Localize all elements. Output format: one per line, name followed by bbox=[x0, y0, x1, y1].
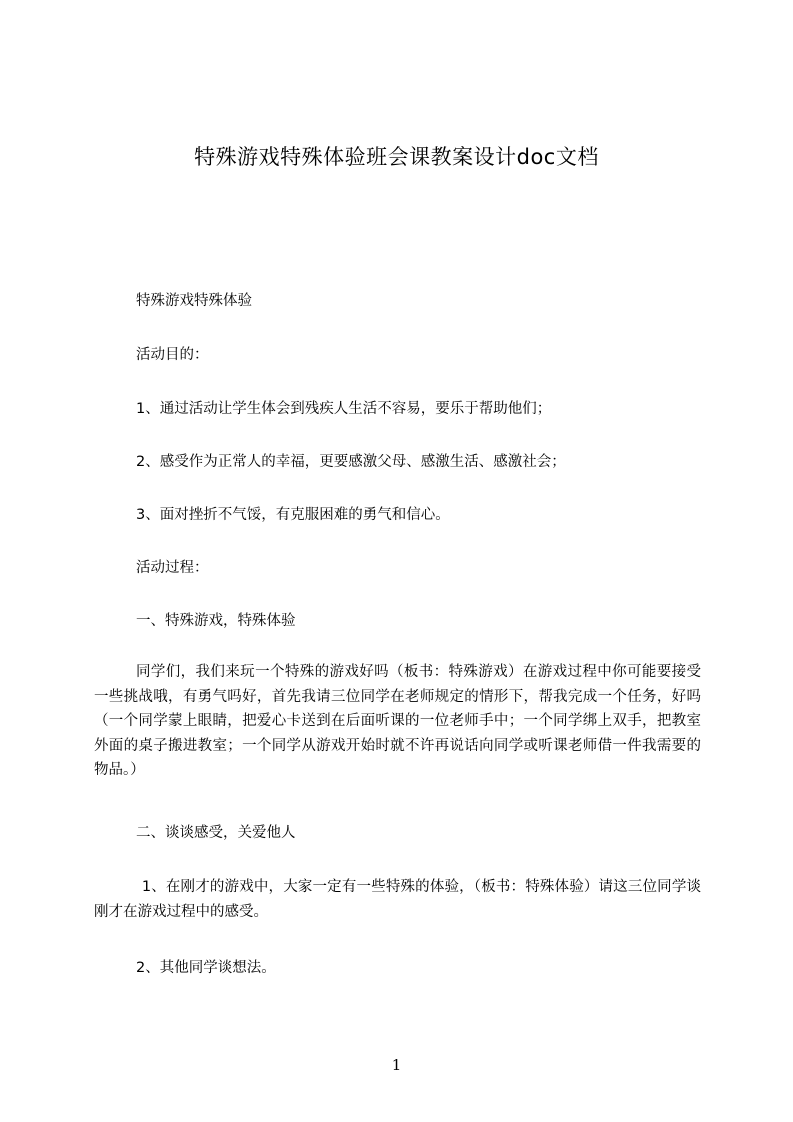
section-heading: 二、谈谈感受，关爱他人 bbox=[136, 825, 296, 841]
page-number: 1 bbox=[391, 1056, 402, 1074]
section-paragraph: 同学们，我们来玩一个特殊的游戏好吗（板书：特殊游戏）在游戏过程中你可能要接受一些挑战哦，有勇气吗好，首先我请三位同学在老师规定的情形下，帮我完成一个任务，好吗（一个同学蒙上眼睛，把爱心卡送到在后面听课的一位老师手中；一个同学绑上双手，把教室外面的桌子搬进教室；一个同学从游戏开始时就不许再说话向同学或听课老师借一件我需要的物品。） bbox=[94, 664, 701, 778]
section-heading: 一、特殊游戏，特殊体验 bbox=[136, 613, 296, 629]
section-paragraph: 1、在刚才的游戏中，大家一定有一些特殊的体验，（板书：特殊体验）请这三位同学谈刚才在游戏过程中的感受。 bbox=[94, 879, 701, 920]
process-heading: 活动过程： bbox=[136, 560, 209, 576]
subtitle: 特殊游戏特殊体验 bbox=[136, 293, 252, 309]
objective-item: 3、面对挫折不气馁，有克服困难的勇气和信心。 bbox=[136, 507, 450, 523]
section-paragraph: 2、其他同学谈想法。 bbox=[136, 960, 276, 976]
document-title: 特殊游戏特殊体验班会课教案设计doc文档 bbox=[194, 145, 599, 169]
objective-item: 1、通过活动让学生体会到残疾人生活不容易，要乐于帮助他们； bbox=[136, 401, 552, 417]
objective-item: 2、感受作为正常人的幸福，更要感激父母、感激生活、感激社会； bbox=[136, 454, 566, 470]
objective-heading: 活动目的： bbox=[136, 347, 209, 363]
